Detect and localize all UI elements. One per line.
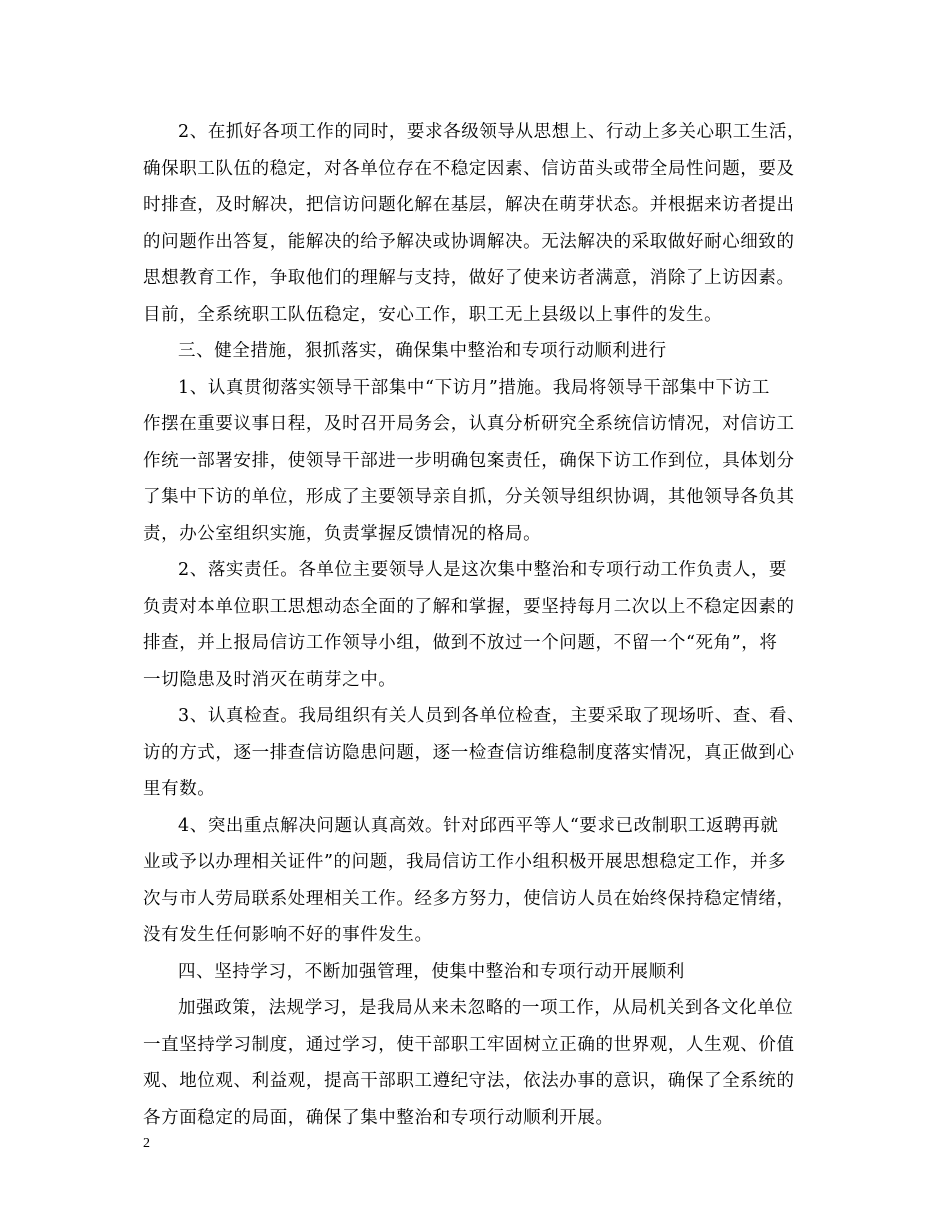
paragraph-line: 时排查，及时解决，把信访问题化解在基层，解决在萌芽状态。并根据来访者提出 [143,195,795,215]
paragraph-line: 4、突出重点解决问题认真高效。针对邱西平等人“要求已改制职工返聘再就 [178,815,779,836]
paragraph-line: 负责对本单位职工思想动态全面的了解和掌握，要坚持每月二次以上不稳定因素的 [143,596,795,617]
paragraph-line: 1、认真贯彻落实领导干部集中“下访月”措施。我局将领导干部集中下访工 [178,377,770,398]
paragraph-line: 排查，并上报局信访工作领导小组，做到不放过一个问题，不留一个“死角”，将 [143,633,778,653]
paragraph-line: 2、在抓好各项工作的同时，要求各级领导从思想上、行动上多关心职工生活， [178,122,806,142]
section-heading: 四、坚持学习，不断加强管理，使集中整治和专项行动开展顺利 [178,961,685,982]
paragraph-line: 次与市人劳局联系处理相关工作。经多方努力，使信访人员在始终保持稳定情绪， [143,888,795,909]
document-body [143,114,809,1136]
paragraph-line: 作摆在重要议事日程，及时召开局务会，认真分析研究全系统信访情况，对信访工 [143,414,795,434]
paragraph-line: 加强政策，法规学习，是我局从来未忽略的一项工作，从局机关到各文化单位 [178,998,794,1018]
paragraph-line: 里有数。 [143,779,216,799]
paragraph-line: 3、认真检查。我局组织有关人员到各单位检查，主要采取了现场听、查、看、 [178,706,806,726]
paragraph-line: 一直坚持学习制度，通过学习，使干部职工牢固树立正确的世界观，人生观、价值 [143,1034,795,1055]
page-number: 2 [143,1136,150,1151]
paragraph-line: 观、地位观、利益观，提高干部职工遵纪守法，依法办事的意识，确保了全系统的 [143,1071,795,1091]
paragraph-line: 作统一部署安排，使领导干部进一步明确包案责任，确保下访工作到位，具体划分 [143,450,795,471]
paragraph-line: 思想教育工作，争取他们的理解与支持，做好了使来访者满意，消除了上访因素。 [143,268,795,288]
paragraph-line: 业或予以办理相关证件”的问题，我局信访工作小组积极开展思想稳定工作，并多 [143,852,787,872]
paragraph-line: 确保职工队伍的稳定，对各单位存在不稳定因素、信访苗头或带全局性问题，要及 [143,158,795,179]
paragraph-line: 了集中下访的单位，形成了主要领导亲自抓，分关领导组织协调，其他领导各负其 [143,487,795,507]
paragraph-line: 目前，全系统职工队伍稳定，安心工作，职工无上县级以上事件的发生。 [143,304,723,325]
paragraph-line: 各方面稳定的局面，确保了集中整治和专项行动顺利开展。 [143,1107,614,1128]
paragraph-line: 责，办公室组织实施，负责掌握反馈情况的格局。 [143,523,542,544]
paragraph-line: 没有发生任何影响不好的事件发生。 [143,925,433,945]
section-heading: 三、健全措施，狠抓落实，确保集中整治和专项行动顺利进行 [178,341,667,361]
paragraph-line: 访的方式，逐一排查信访隐患问题，逐一检查信访维稳制度落实情况，真正做到心 [143,742,795,763]
paragraph-line: 一切隐患及时消灭在萌芽之中。 [143,669,397,690]
paragraph-line: 的问题作出答复，能解决的给予解决或协调解决。无法解决的采取做好耐心细致的 [143,231,795,252]
paragraph-line: 2、落实责任。各单位主要领导人是这次集中整治和专项行动工作负责人，要 [178,560,788,580]
